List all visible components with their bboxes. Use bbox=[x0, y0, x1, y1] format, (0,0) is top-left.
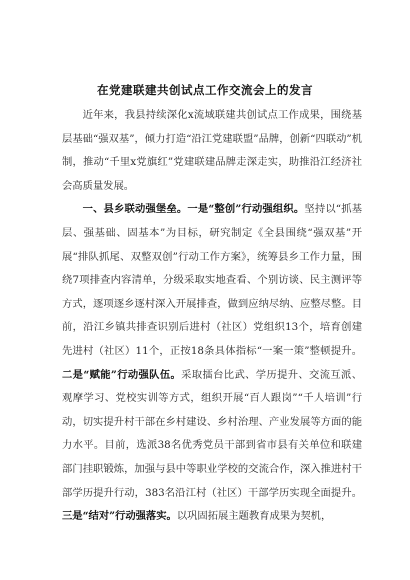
subsection-2-text: 采取擂台比武、学历提升、交流互派、观摩学习、党校实训等方式，组织开展“百人跟岗”“千人培训”行动，切实提升村干部在乡村建设、乡村治理、产业发展等方面的能力水平。目前，选派38名优秀党员干部到省市县有关单位和联建部门挂职锻炼，加强与县中等职业学校的交流合作，深入推进村干部学历提升行动，383名沿江村（社区）干部学历实现全面提升。 bbox=[62, 368, 362, 499]
document-title: 在党建联建共创试点工作交流会上的发言 bbox=[97, 83, 313, 97]
subsection-1-text: 坚持以“抓基层、强基础、固基本”为目标，研究制定《全县围绕“强双基”开展“排队抓尾、双整双创”行动工作方案》，统筹县乡工作力量，围绕7项排查内容清单，分级采取实地查看、个别访谈、民主测评等方式，逐项逐乡逐村深入开展排查，做到应纳尽纳、应整尽整。目前，沿江乡镇共排查识别后进村（社区）党组织13个，培育创建先进村（社区）11个，正按18条具体指标“一案一策”整顿提升。 bbox=[62, 203, 363, 357]
subsection-2-heading: 二是“赋能”行动强队伍。 bbox=[62, 368, 182, 381]
section-1-paragraph bbox=[62, 198, 362, 528]
section-1-heading: 一、县乡联动强堡垒。 bbox=[82, 203, 188, 216]
document-body bbox=[62, 104, 362, 529]
intro-paragraph: 近年来，我县持续深化ⅹ流域联建共创试点工作成果，围绕基层基础“强双基”，倾力打造“沿江党建联盟”品牌，创新“四联动”机制，推动“千里ⅹ党旗红”党建联建品牌走深走实，助推沿江经济社会高质量发展。 bbox=[62, 109, 362, 192]
subsection-3-text: 以巩固拓展主题教育成果为契机， bbox=[176, 510, 332, 523]
subsection-3-heading: 三是“结对”行动强落实。 bbox=[62, 510, 177, 523]
subsection-1-heading: 一是“整创”行动强组织。 bbox=[187, 203, 305, 216]
